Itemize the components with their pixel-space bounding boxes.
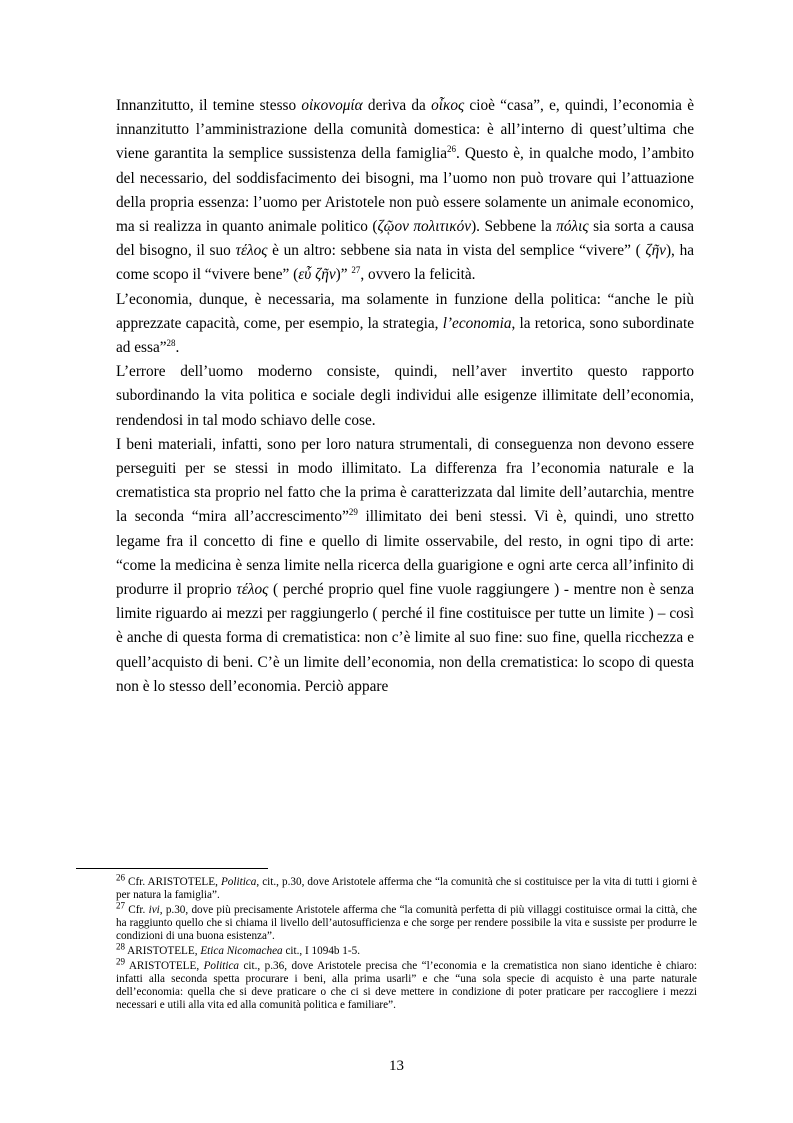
text-run: )” (335, 266, 352, 284)
italic-text: Etica Nicomachea (200, 945, 283, 957)
text-run: Innanzitutto, il temine stesso (116, 97, 302, 114)
footnote (116, 900, 697, 943)
text-run: , cit., p.30, dove Aristotele afferma che “la comunità che si costituisce per la vita di tutti i giorni è per natura la famiglia”. (116, 876, 697, 901)
note-ref: 29 (116, 956, 125, 967)
text-run: ARISTOTELE, (125, 945, 201, 957)
greek-term: ζῆν (645, 242, 666, 260)
note-ref: 27 (351, 265, 361, 276)
text-run: I beni materiali, infatti, sono per loro natura strumentali, di conseguenza non devono essere perseguiti per se stessi in modo illimitato. La differenza fra l’economia naturale e la crematistica sta proprio nel fatto che la prima è caratterizzata dal limite dell’autarchia, mentre la seconda “mira all’accrescimento” (116, 435, 694, 526)
text-run: cit., I 1094b 1-5. (282, 945, 361, 957)
text-run: illimitato dei beni stessi. Vi è, quindi, uno stretto legame fra il concetto di fine e quello di limite osservabile, del resto, in ogni tipo di arte: “come la medicina è senza limite nella ricerca della guarigione e ogni arte cerca all’infinito di produrre il proprio (116, 508, 694, 599)
greek-term: τέλος (236, 581, 269, 599)
italic-text: l’economia (442, 314, 512, 332)
text-run: ( perché proprio quel fine vuole raggiungere ) - mentre non è senza limite riguardo ai mezzi per raggiungerlo ( perché il fine costituisce per tutte un limite ) – così è anche di questa forma di crematistica: non c’è limite al suo fine: suo fine, quella ricchezza e quell’acquisto di beni. C’è un limite dell’economia, non della crematistica: lo scopo di questa non è lo stesso dell’economia. Perciò appare (116, 581, 694, 695)
body-text (116, 94, 694, 699)
text-run: ARISTOTELE, (125, 960, 204, 972)
text-run: p.30, dove più precisamente Aristotele afferma che “la comunità perfetta di più villaggi costituisce ormai la città, che ha raggiunto quello che si chiama il livello dell’autosufficienza e che sorge per rendere possibile la vita e sussiste per produrre le condizioni di una buona esistenza”. (116, 904, 697, 942)
text-run: ), ha come scopo il “vivere bene” ( (116, 242, 695, 284)
page-number: 13 (389, 1058, 404, 1074)
greek-term: οἶκος (431, 97, 465, 114)
footnote-separator (76, 868, 268, 869)
text-run: Cfr. ARISTOTELE, (125, 876, 221, 888)
text-run: cioè “casa”, e, quindi, l’economia è innanzitutto l’amministrazione della comunità domestica: è all’interno di quest’ultima che viene garantita la semplice sussistenza della famiglia (116, 97, 694, 163)
greek-term: ζῷον πολιτικόν (377, 218, 472, 236)
footnotes (116, 872, 697, 1014)
note-ref: 27 (116, 900, 125, 911)
italic-text: Politica (203, 960, 240, 972)
text-run: . Questo è, in qualche modo, l’ambito del necessario, del soddisfacimento dei bisogni, ma l’uomo non può trovare qui l’attuazione della propria essenza: l’uomo per Aristotele non può essere solamente un animale economico, ma si realizza in quanto animale politico ( (116, 145, 694, 236)
paragraph (116, 433, 694, 699)
note-ref: 29 (348, 507, 358, 518)
text-run: , ovvero la felicità. (360, 266, 476, 284)
text-run: sia sorta a causa del bisogno, il suo (116, 218, 694, 260)
footnote (116, 941, 697, 958)
greek-term: πόλις (556, 218, 589, 236)
text-run: ). Sebbene la (471, 218, 557, 236)
note-ref: 26 (116, 872, 125, 883)
text-run: cit., p.36, dove Aristotele precisa che “l’economia e la crematistica non siano identiche è chiaro: infatti alla seconda spetta procurare i beni, alla prima usarli” e che “una sola specie di acquisto è una parte naturale dell’economia: quella che si deve praticare o che ci si deve mettere in condizione di poter praticare per raccogliere i mezzi necessari e utili alla vita ed alla comunità politica e familiare”. (116, 960, 697, 1011)
text-run: è un altro: sebbene sia nata in vista del semplice “vivere” ( (267, 242, 646, 260)
greek-term: εὖ ζῆν (298, 266, 336, 284)
text-run: , la retorica, sono subordinate ad essa” (116, 314, 694, 357)
paragraph (116, 94, 694, 288)
paragraph (116, 360, 694, 433)
text-run: L’economia, dunque, è necessaria, ma solamente in funzione della politica: “anche le più apprezzate capacità, come, per esempio, la strategia, (116, 290, 694, 332)
note-ref: 26 (446, 144, 456, 155)
italic-text: Politica (220, 876, 257, 888)
footnote (116, 872, 697, 902)
note-ref: 28 (166, 337, 176, 348)
text-run: . (175, 339, 180, 357)
paragraph (116, 288, 694, 361)
greek-term: οἰκονομία (301, 97, 363, 114)
text-run: deriva da (362, 97, 432, 114)
footnote (116, 956, 697, 1012)
note-ref: 28 (116, 941, 125, 952)
text-run: L’errore dell’uomo moderno consiste, quindi, nell’aver invertito questo rapporto subordinando la vita politica e sociale degli individui alle esigenze illimitate dell’economia, rendendosi in tal modo schiavo delle cose. (116, 363, 694, 429)
text-run: Cfr. (125, 904, 149, 916)
italic-text: ivi, (148, 904, 163, 916)
greek-term: τέλος (235, 242, 268, 260)
